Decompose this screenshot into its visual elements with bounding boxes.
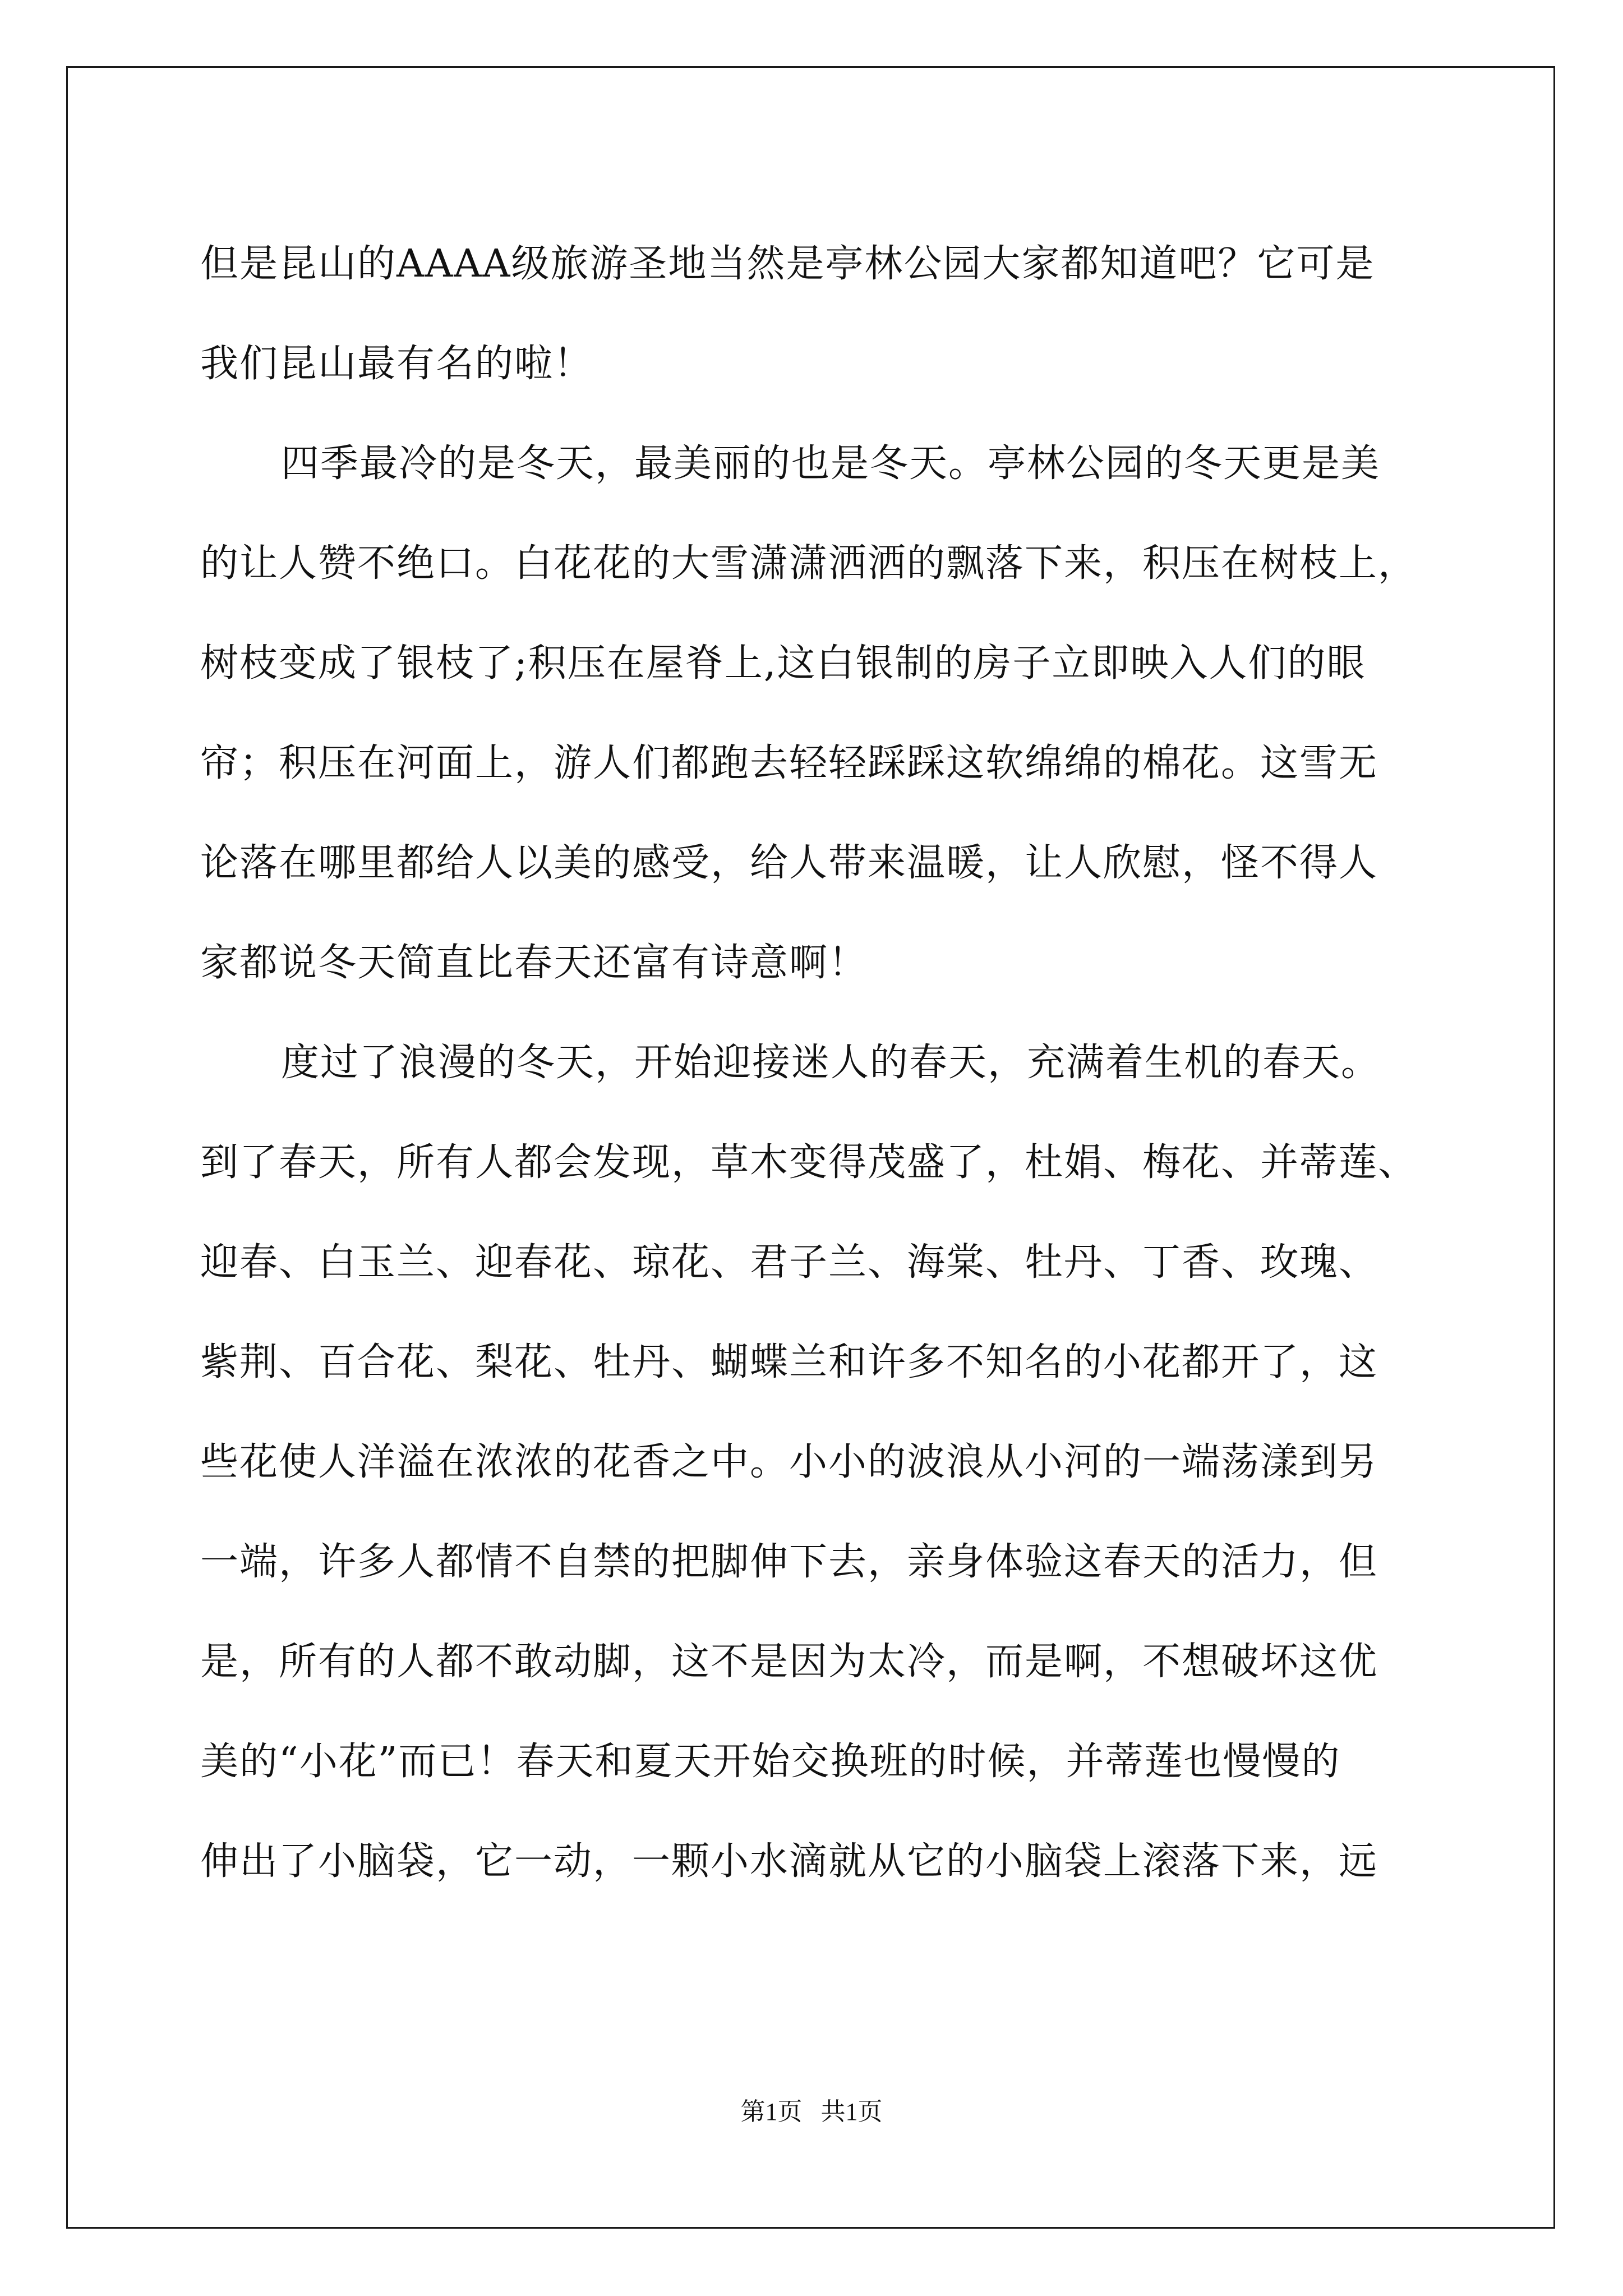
- text-line: 些花使人洋溢在浓浓的花香之中。小小的波浪从小河的一端荡漾到另: [200, 1440, 1378, 1484]
- text-line: 家都说冬天简直比春天还富有诗意啊！: [200, 941, 868, 985]
- text-line: 紫荆、百合花、梨花、牡丹、蝴蝶兰和许多不知名的小花都开了，这: [200, 1340, 1378, 1384]
- text-line: 伸出了小脑袋，它一动，一颗小水滴就从它的小脑袋上滚落下来，远: [200, 1839, 1378, 1884]
- text-line: 但是昆山的AAAA级旅游圣地当然是亭林公园大家都知道吧？它可是: [200, 242, 1375, 286]
- document-body: [200, 214, 1434, 1912]
- text-line: 我们昆山最有名的啦！: [200, 342, 593, 386]
- text-line: 到了春天，所有人都会发现，草木变得茂盛了，杜娟、梅花、并蒂莲、: [200, 1140, 1418, 1185]
- text-line: 的让人赞不绝口。白花花的大雪潇潇洒洒的飘落下来，积压在树枝上，: [200, 541, 1418, 586]
- text-line: 树枝变成了银枝了;积压在屋脊上,这白银制的房子立即映入人们的眼: [200, 641, 1366, 685]
- text-line: 帘；积压在河面上，游人们都跑去轻轻踩踩这软绵绵的棉花。这雪无: [200, 741, 1378, 785]
- paragraph-start-line: 度过了浪漫的冬天，开始迎接迷人的春天，充满着生机的春天。: [281, 1041, 1381, 1085]
- page-number: 第1页: [740, 2098, 803, 2125]
- text-line: 是，所有的人都不敢动脚，这不是因为太冷，而是啊，不想破坏这优: [200, 1640, 1378, 1684]
- text-line: 美的“小花”而已！春天和夏天开始交换班的时候，并蒂莲也慢慢的: [200, 1740, 1341, 1784]
- paragraph-start-line: 四季最冷的是冬天，最美丽的也是冬天。亭林公园的冬天更是美: [281, 441, 1381, 486]
- page-footer: [0, 2091, 1623, 2127]
- text-line: 一端，许多人都情不自禁的把脚伸下去，亲身体验这春天的活力，但: [200, 1540, 1378, 1584]
- text-line: 迎春、白玉兰、迎春花、琼花、君子兰、海棠、牡丹、丁香、玫瑰、: [200, 1240, 1378, 1285]
- page-total: 共1页: [820, 2098, 883, 2125]
- text-line: 论落在哪里都给人以美的感受，给人带来温暖，让人欣慰，怪不得人: [200, 841, 1378, 885]
